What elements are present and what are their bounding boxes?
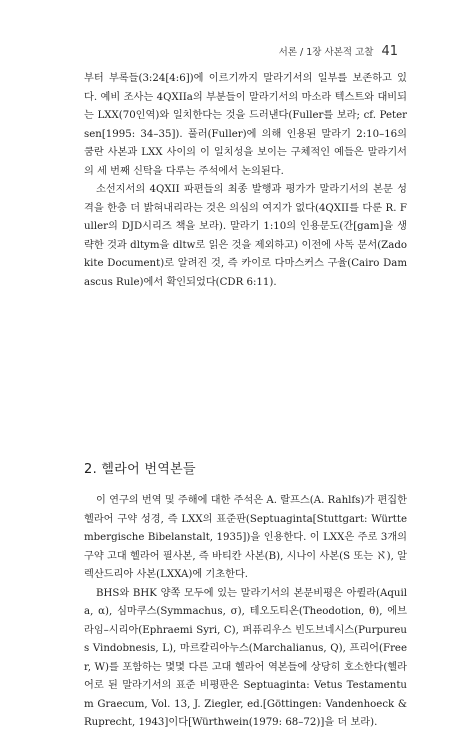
paragraph: BHS와 BHK 양쪽 모두에 있는 말라기서의 본문비평은 아퀼라(Aquila, α), 심마쿠스(Symmachus, σ), 테오도티온(Theodotion, θ), 에브라임–시리아(Ephraemi Syri, C), 퍼퓨리우스 빈도브네시스(Purpureus Vindobnesis, L), 마르칼리아누스(Marchalianus, Q), 프리어(Freer, W)를 포함하는 몇몇 다른 고대 헬라어 역본들에 상당히 호소한다(헬라어로 된 말라기서의 표준 비평판은 Septuaginta: Vetus Testamentum Graecum, Vol. 13, J. Ziegler, ed.[Göttingen: Vandenhoeck & Ruprecht, 1943]이다[Würthwein(1979: 68–72)]을 더 보라). — [84, 587, 407, 728]
section-1-body — [84, 70, 407, 292]
paragraph: 소선지서의 4QXII 파편들의 최종 발행과 평가가 말라기서의 본문 성격을 한층 더 밝혀내리라는 것은 의심의 여지가 없다(4QXII를 다룬 R. Fuller의 DJD시리즈 책을 보라). 말라기 1:10의 인용문도(간[gam]을 생략한 것과 dltym을 dltw로 읽은 것을 제외하고) 이전에 사독 문서(Zadokite Document)로 알려진 것, 즉 카이로 다마스커스 구율(Cairo Damascus Rule)에서 확인되었다(CDR 6:11). — [84, 184, 407, 288]
paragraph: 이 연구의 번역 및 주해에 대한 주석은 A. 랄프스(A. Rahlfs)가 편집한 헬라어 구약 성경, 즉 LXX의 표준판(Septuaginta[Stuttgart: Württembergische Bibelanstalt, 1935])을 인용한다. 이 LXX은 주로 3개의 구약 고대 헬라어 필사본, 즉 바티칸 사본(B), 시나이 사본(S 또는 ℵ), 알렉산드리아 사본(LXXA)에 기초한다. — [84, 495, 407, 580]
paragraph: 부터 부록들(3:24[4:6])에 이르기까지 말라기서의 일부를 보존하고 있다. 예비 조사는 4QXIIa의 부분들이 말라기서의 마소라 텍스트와 대비되는 LXX(70인역)와 일치한다는 것을 드러낸다(Fuller를 보라; cf. Petersen[1995: 34–35]). 풀러(Fuller)에 의해 인용된 말라기 2:10–16의 쿰란 사본과 LXX 사이의 이 일치성을 보이는 구체적인 예들은 말라기서의 세 번째 신탁을 다루는 주석에서 논의된다. — [84, 73, 407, 177]
page-number: 41 — [381, 44, 398, 59]
section-heading: 2. 헬라어 번역본들 — [84, 462, 196, 477]
running-title: 서론 / 1장 사본적 고찰 — [278, 47, 374, 58]
section-2-body — [84, 492, 407, 733]
running-header — [279, 44, 398, 59]
